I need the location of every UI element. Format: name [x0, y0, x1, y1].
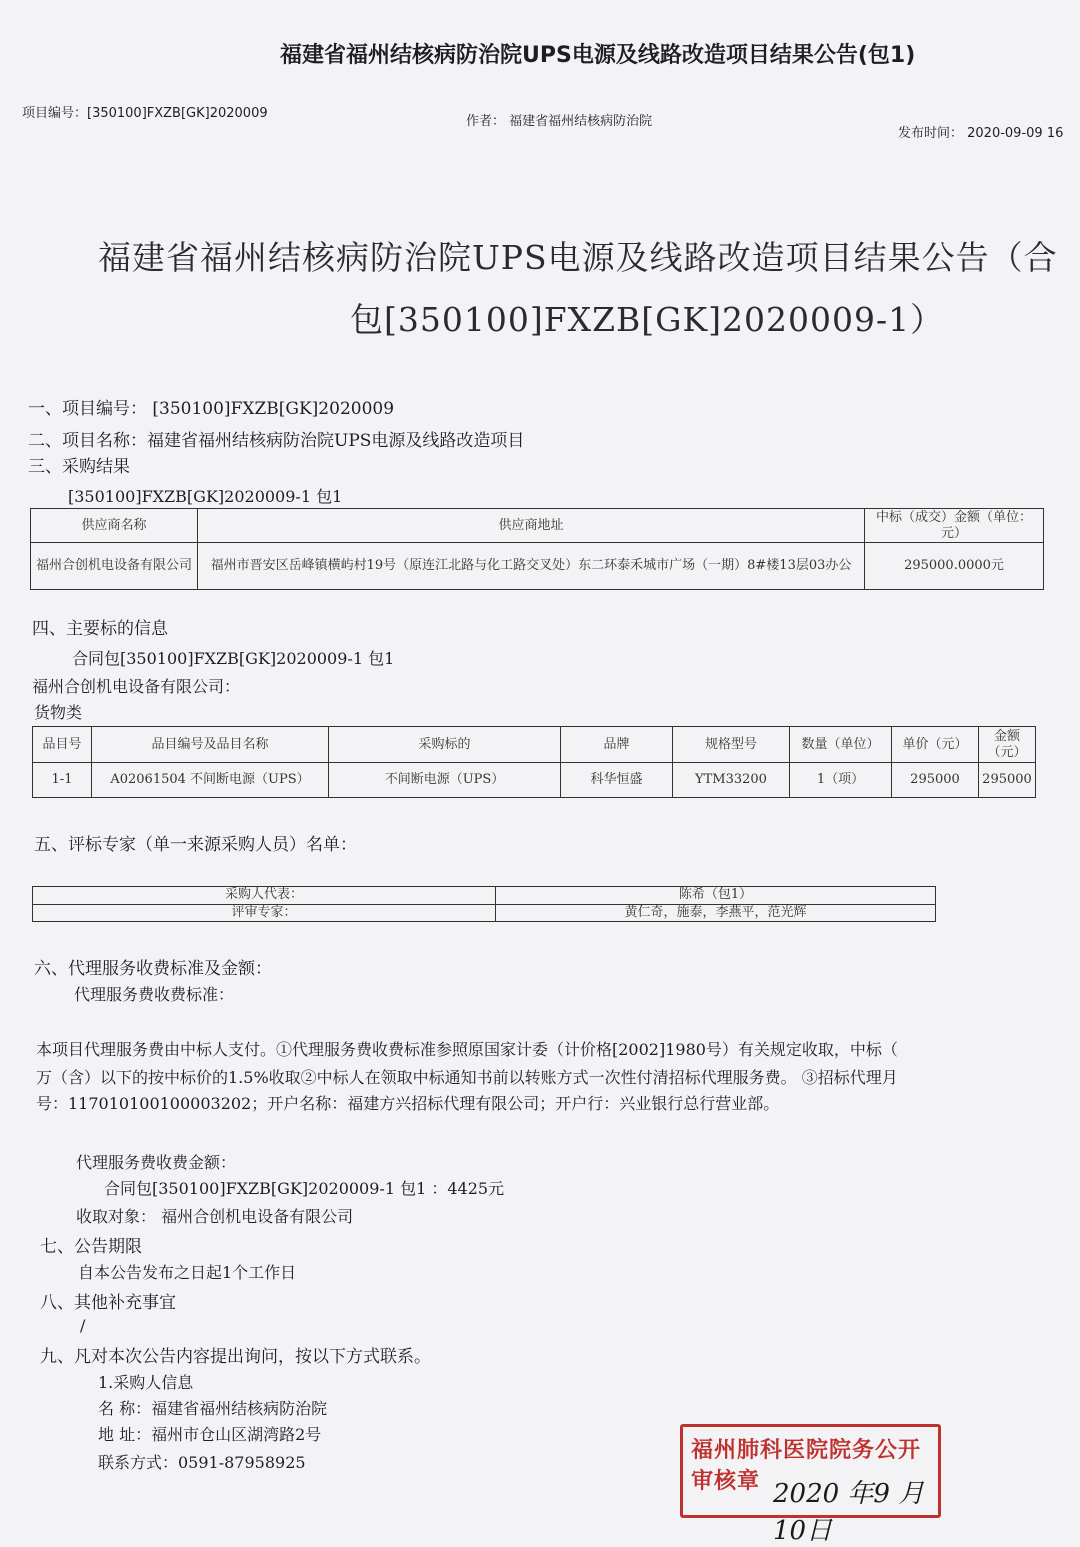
cell-total: 295000	[979, 763, 1036, 798]
purchaser-info-heading: 1.采购人信息	[98, 1373, 194, 1392]
purchaser-name: 名 称：福建省福州结核病防治院	[98, 1399, 328, 1418]
th-quantity: 数量（单位）	[790, 727, 892, 763]
th-model: 规格型号	[673, 727, 790, 763]
audit-stamp	[680, 1424, 941, 1546]
section-project-number: 一、项目编号： [350100]FXZB[GK]2020009	[28, 399, 395, 419]
stamp-text: 福州肺科医院院务公开审核章	[691, 1437, 922, 1494]
goods-table	[32, 726, 1036, 798]
section-experts: 五、评标专家（单一来源采购人员）名单：	[34, 835, 357, 855]
cell-item-no: 1-1	[33, 763, 92, 798]
experts-value: 黄仁奇，施泰，李燕平，范光辉	[496, 904, 936, 922]
publish-time-meta: 发布时间： 2020-09-09 16	[898, 126, 1064, 141]
experts-label: 评审专家：	[33, 904, 496, 922]
section-contact: 九、凡对本次公告内容提出询问，按以下方式联系。	[40, 1347, 431, 1367]
agency-fee-paragraph-3: 号：117010100100003202；开户名称：福建方兴招标代理有限公司；开户行：兴业银行总行营业部。	[36, 1094, 780, 1113]
section-announcement-period: 七、公告期限	[40, 1237, 142, 1257]
agency-fee-paragraph-2: 万（含）以下的按中标价的1.5%收取②中标人在领取中标通知书前以转账方式一次性付清招标代理服务费。 ③招标代理月	[36, 1068, 898, 1087]
result-table	[30, 508, 1044, 590]
contract-package: 合同包[350100]FXZB[GK]2020009-1 包1	[72, 649, 395, 668]
announcement-period-text: 自本公告发布之日起1个工作日	[78, 1263, 297, 1282]
stamp-handwritten-date: 2020 年9 月10日	[773, 1479, 925, 1546]
th-item-no: 品目号	[33, 727, 92, 763]
th-amount: 中标（成交）金额（单位：元）	[865, 509, 1044, 543]
th-subject: 采购标的	[329, 727, 561, 763]
page-header-title: 福建省福州结核病防治院UPS电源及线路改造项目结果公告(包1)	[280, 43, 916, 68]
goods-category: 货物类	[34, 703, 83, 722]
main-title-line2: 包[350100]FXZB[GK]2020009-1）	[350, 300, 945, 339]
section-other-matters: 八、其他补充事宜	[40, 1293, 176, 1313]
agency-fee-paragraph-1: 本项目代理服务费由中标人支付。①代理服务费收费标准参照原国家计委（计价格[2002]1980号）有关规定收取，中标（	[36, 1040, 898, 1059]
cell-subject: 不间断电源（UPS）	[329, 763, 561, 798]
cell-model: YTM33200	[673, 763, 790, 798]
th-total: 金额（元）	[979, 727, 1036, 763]
th-supplier: 供应商名称	[31, 509, 198, 543]
th-brand: 品牌	[561, 727, 673, 763]
supplier-address: 福州市晋安区岳峰镇横屿村19号（原连江北路与化工路交叉处）东二环泰禾城市广场（一期）8#楼13层03办公	[198, 543, 865, 590]
agency-fee-amount: 合同包[350100]FXZB[GK]2020009-1 包1 ：4425元	[104, 1179, 505, 1198]
rep-value: 陈希（包1）	[496, 887, 936, 905]
agency-fee-amount-label: 代理服务费收费金额：	[76, 1153, 237, 1172]
author-meta: 作者： 福建省福州结核病防治院	[466, 114, 653, 129]
rep-label: 采购人代表：	[33, 887, 496, 905]
th-item-code: 品目编号及品目名称	[92, 727, 329, 763]
bid-amount: 295000.0000元	[865, 543, 1044, 590]
purchaser-phone: 联系方式：0591-87958925	[98, 1453, 306, 1472]
cell-quantity: 1（项）	[790, 763, 892, 798]
cell-unit-price: 295000	[892, 763, 979, 798]
project-number-meta: 项目编号：[350100]FXZB[GK]2020009	[22, 106, 268, 121]
other-matters-text: /	[80, 1316, 86, 1335]
company-name: 福州合创机电设备有限公司：	[32, 677, 241, 696]
main-title-line1: 福建省福州结核病防治院UPS电源及线路改造项目结果公告（合	[98, 238, 1058, 277]
section-agency-fee: 六、代理服务收费标准及金额：	[34, 959, 272, 979]
section-procurement-result: 三、采购结果	[28, 457, 130, 477]
supplier-name: 福州合创机电设备有限公司	[31, 543, 198, 590]
section-project-name: 二、项目名称：福建省福州结核病防治院UPS电源及线路改造项目	[28, 431, 525, 451]
purchaser-address: 地 址：福州市仓山区湖湾路2号	[98, 1425, 322, 1444]
th-unit-price: 单价（元）	[892, 727, 979, 763]
section-main-items: 四、主要标的信息	[32, 619, 168, 639]
result-package: [350100]FXZB[GK]2020009-1 包1	[68, 487, 343, 506]
agency-fee-standard-label: 代理服务费收费标准：	[74, 985, 235, 1004]
cell-item-code: A02061504 不间断电源（UPS）	[92, 763, 329, 798]
expert-table	[32, 886, 936, 922]
cell-brand: 科华恒盛	[561, 763, 673, 798]
th-address: 供应商地址	[198, 509, 865, 543]
fee-collection-target: 收取对象： 福州合创机电设备有限公司	[76, 1207, 354, 1226]
